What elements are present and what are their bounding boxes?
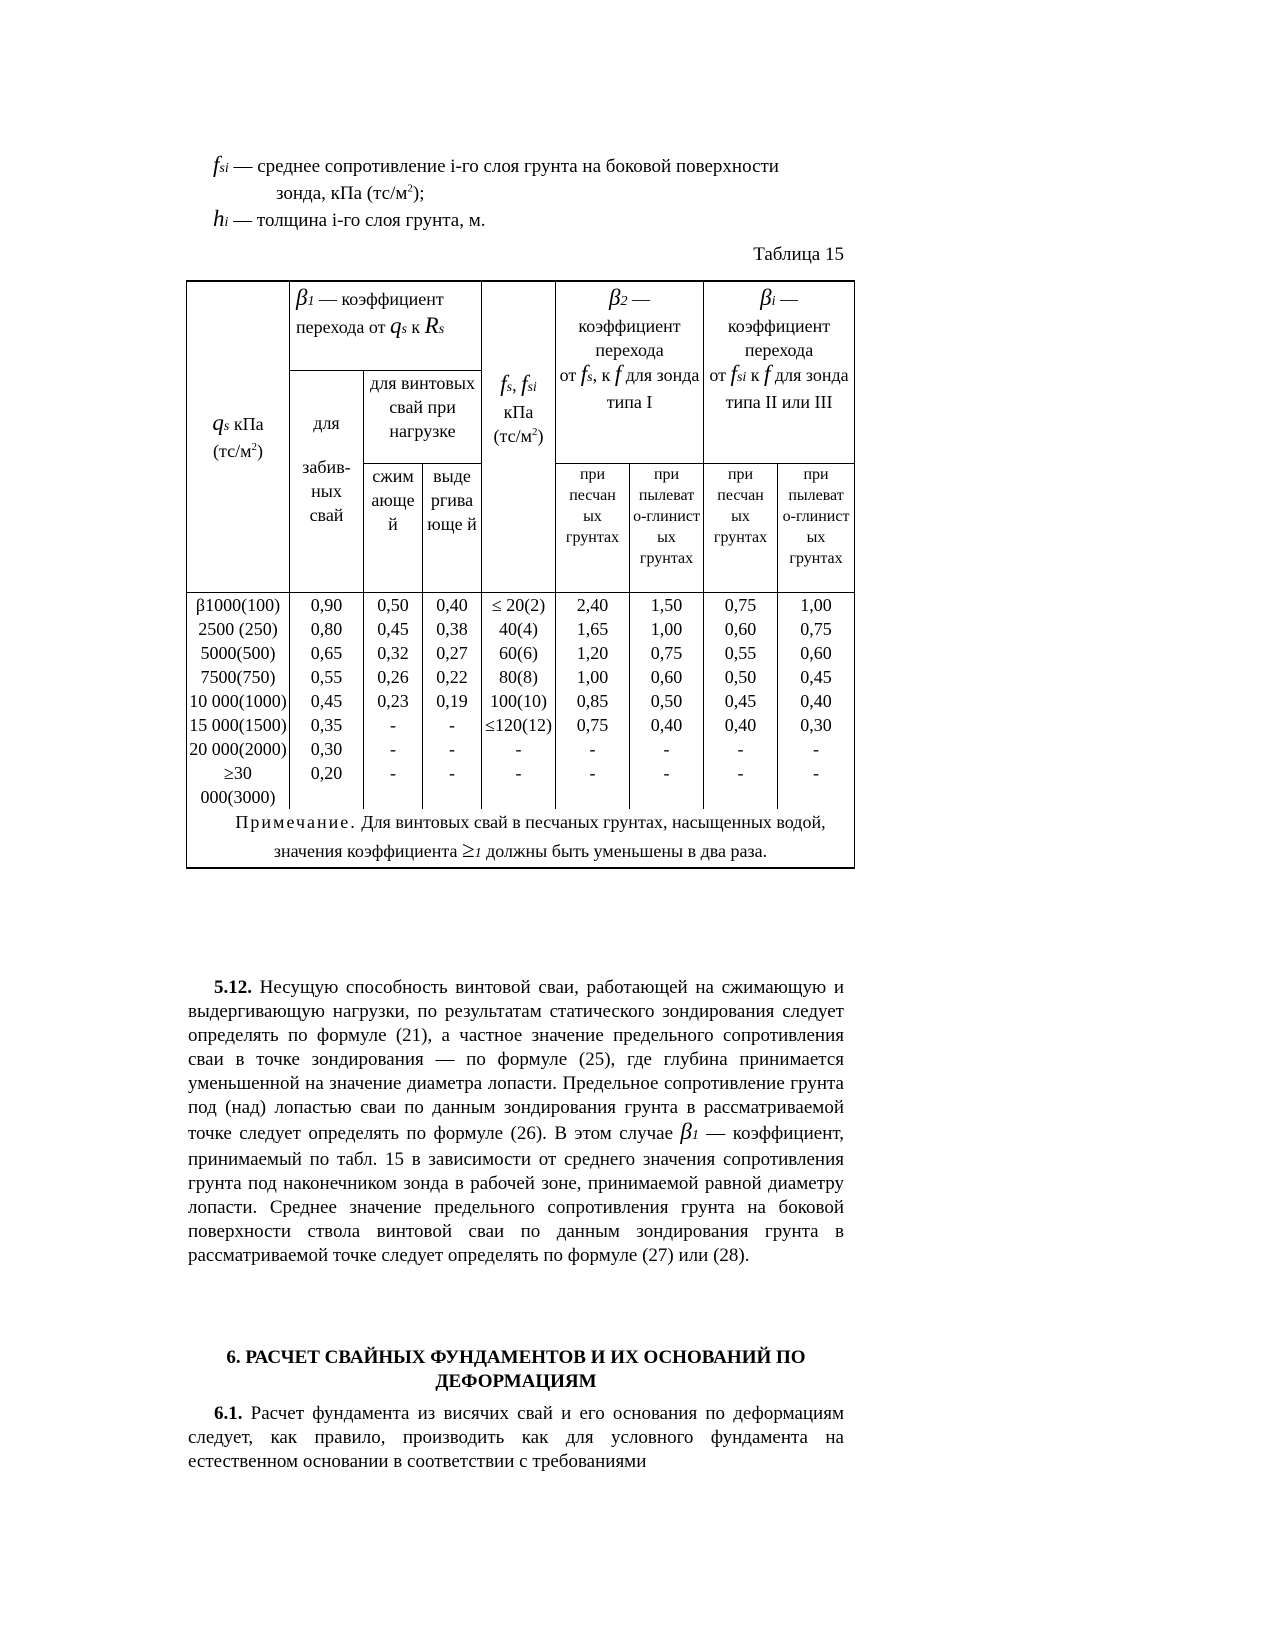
table-cell: - — [556, 761, 630, 809]
table-cell: 0,40 — [778, 689, 855, 713]
table-cell: 0,38 — [423, 617, 482, 641]
table-cell: 0,40 — [423, 593, 482, 618]
table-cell: 0,50 — [630, 689, 704, 713]
section-6-heading: 6. РАСЧЕТ СВАЙНЫХ ФУНДАМЕНТОВ И ИХ ОСНОВАНИЙ ПО ДЕФОРМАЦИЯМ — [226, 1347, 806, 1392]
header-clay-beta2: при пылеват о-глинист ых грунтах — [630, 464, 704, 593]
table-cell: 0,40 — [630, 713, 704, 737]
table-cell: 0,45 — [364, 617, 423, 641]
table-cell: - — [778, 737, 855, 761]
table-cell: - — [364, 761, 423, 809]
table-cell: 7500(750) — [187, 665, 290, 689]
table-row — [187, 713, 855, 737]
table-cell: 0,75 — [630, 641, 704, 665]
paragraph-5-12: 5.12. Несущую способность винтовой сваи, работающей на сжимающую и выдергивающую нагрузки, по результатам статического зондирования следует определять по формуле (21), а частное значение предельного сопротивления сваи в точке зондирования — по формуле (25), где глубина принимается уменьшенной на значение диаметра лопасти. Предельное сопротивление грунта под (над) лопастью сваи по данным зондирования грунта в рассматриваемой точке следует определять по формуле (26). В этом случае β1 — коэффициент, принимаемый по табл. 15 в зависимости от среднего значения сопротивления грунта под наконечником зонда в рабочей зоне, принимаемой равной диаметру лопасти. Среднее значение предельного сопротивления грунта на боковой поверхности ствола винтовой сваи по данным зондирования грунта в рассматриваемой точке следует определять по формуле (27) или (28). — [188, 977, 844, 1266]
table-cell: - — [630, 737, 704, 761]
table-cell: 5000(500) — [187, 641, 290, 665]
table-cell: 0,90 — [290, 593, 364, 618]
table-row — [187, 737, 855, 761]
table-cell: 40(4) — [482, 617, 556, 641]
table-cell: 0,22 — [423, 665, 482, 689]
table-cell: 1,50 — [630, 593, 704, 618]
table-row — [187, 641, 855, 665]
table-cell: 0,50 — [364, 593, 423, 618]
table-row — [187, 593, 855, 618]
header-betai: βi — коэффициент перехода от fsi к f для зонда типа II или III — [704, 281, 855, 464]
table-cell: 2,40 — [556, 593, 630, 618]
table-cell: 100(10) — [482, 689, 556, 713]
symbol-definitions — [213, 152, 853, 235]
table-cell: 10 000(1000) — [187, 689, 290, 713]
table-row — [187, 689, 855, 713]
table-row — [187, 761, 855, 809]
paragraph-6-1: 6.1. Расчет фундамента из висячих свай и его основания по деформациям следует, как правило, производить как для условного фундамента на естественном основании в соответствии с требованиями — [188, 1403, 844, 1472]
header-beta1: β1 — коэффициент перехода от qs к Rs — [290, 281, 482, 371]
header-screw-piles: для винтовых свай при нагрузке — [364, 371, 482, 464]
table-header-row-1 — [187, 281, 855, 371]
table-cell: 1,00 — [556, 665, 630, 689]
header-compression: сжим ающе й — [364, 464, 423, 593]
header-clay-betai: при пылеват о-глинист ых грунтах — [778, 464, 855, 593]
table-data-body — [187, 593, 855, 810]
header-sand-betai: при песчан ых грунтах — [704, 464, 778, 593]
header-pullout: выде ргива юще й — [423, 464, 482, 593]
table-cell: 0,55 — [290, 665, 364, 689]
table-cell: ≤120(12) — [482, 713, 556, 737]
table-row — [187, 665, 855, 689]
table-cell: 0,26 — [364, 665, 423, 689]
table-cell: 15 000(1500) — [187, 713, 290, 737]
table-cell: 1,20 — [556, 641, 630, 665]
header-qs: qs кПа $(тс/м^2)$ — [187, 281, 290, 593]
table-cell: 0,30 — [778, 713, 855, 737]
definition-fsi-continued: зонда, кПа $(тс/м^2)$; — [276, 182, 425, 204]
table-cell: 0,80 — [290, 617, 364, 641]
table-cell: 0,45 — [290, 689, 364, 713]
table-cell: 1,00 — [630, 617, 704, 641]
coefficient-table — [186, 280, 855, 869]
table-cell: 1,00 — [778, 593, 855, 618]
definition-fsi: fsi — среднее сопротивление i-го слоя грунта на боковой поверхности — [213, 152, 779, 177]
table-cell: 0,50 — [704, 665, 778, 689]
table-cell: 0,75 — [778, 617, 855, 641]
table-cell: 0,32 — [364, 641, 423, 665]
table-cell: - — [630, 761, 704, 809]
table-cell: - — [778, 761, 855, 809]
table-cell: 0,45 — [704, 689, 778, 713]
table-cell: 0,55 — [704, 641, 778, 665]
table-cell: 0,40 — [704, 713, 778, 737]
table-cell: ≥30 000(3000) — [187, 761, 290, 809]
table-cell: β1000(100) — [187, 593, 290, 618]
table-cell: - — [482, 761, 556, 809]
table-cell: 0,19 — [423, 689, 482, 713]
table-cell: - — [704, 761, 778, 809]
header-fs: fs, fsi кПа $(тс/м^2)$ — [482, 281, 556, 593]
table-cell: 0,75 — [704, 593, 778, 618]
table-cell: 0,23 — [364, 689, 423, 713]
table-row — [187, 617, 855, 641]
table-cell: 0,27 — [423, 641, 482, 665]
table-cell: 0,30 — [290, 737, 364, 761]
header-beta2: β2 — коэффициент перехода от fs, к f для зонда типа I — [556, 281, 704, 464]
table-cell: ≤ 20(2) — [482, 593, 556, 618]
table-cell: - — [364, 713, 423, 737]
table-cell: 0,35 — [290, 713, 364, 737]
table-note: Примечание. Для винтовых свай в песчаных грунтах, насыщенных водой, значения коэффициента ≥1 должны быть уменьшены в два раза. — [187, 809, 855, 868]
table-cell: 0,45 — [778, 665, 855, 689]
table-cell: - — [482, 737, 556, 761]
table-cell: - — [364, 737, 423, 761]
table-cell: 0,60 — [630, 665, 704, 689]
table-cell: 60(6) — [482, 641, 556, 665]
header-driven-piles: для забив-ных свай — [290, 371, 364, 593]
table-note-row — [187, 809, 855, 868]
table-cell: 1,65 — [556, 617, 630, 641]
table-cell: - — [423, 737, 482, 761]
table-cell: 0,65 — [290, 641, 364, 665]
table-cell: - — [556, 737, 630, 761]
table-cell: - — [423, 713, 482, 737]
table-cell: 0,60 — [704, 617, 778, 641]
table-cell: 0,20 — [290, 761, 364, 809]
table-cell: 0,75 — [556, 713, 630, 737]
definition-hi: hi — толщина i-го слоя грунта, м. — [213, 206, 486, 231]
table-cell: - — [423, 761, 482, 809]
table-cell: 0,85 — [556, 689, 630, 713]
table-caption: Таблица 15 — [753, 244, 844, 265]
table-cell: 2500 (250) — [187, 617, 290, 641]
table-cell: 20 000(2000) — [187, 737, 290, 761]
table-cell: 0,60 — [778, 641, 855, 665]
table-cell: - — [704, 737, 778, 761]
table-cell: 80(8) — [482, 665, 556, 689]
header-sand-beta2: при песчан ых грунтах — [556, 464, 630, 593]
